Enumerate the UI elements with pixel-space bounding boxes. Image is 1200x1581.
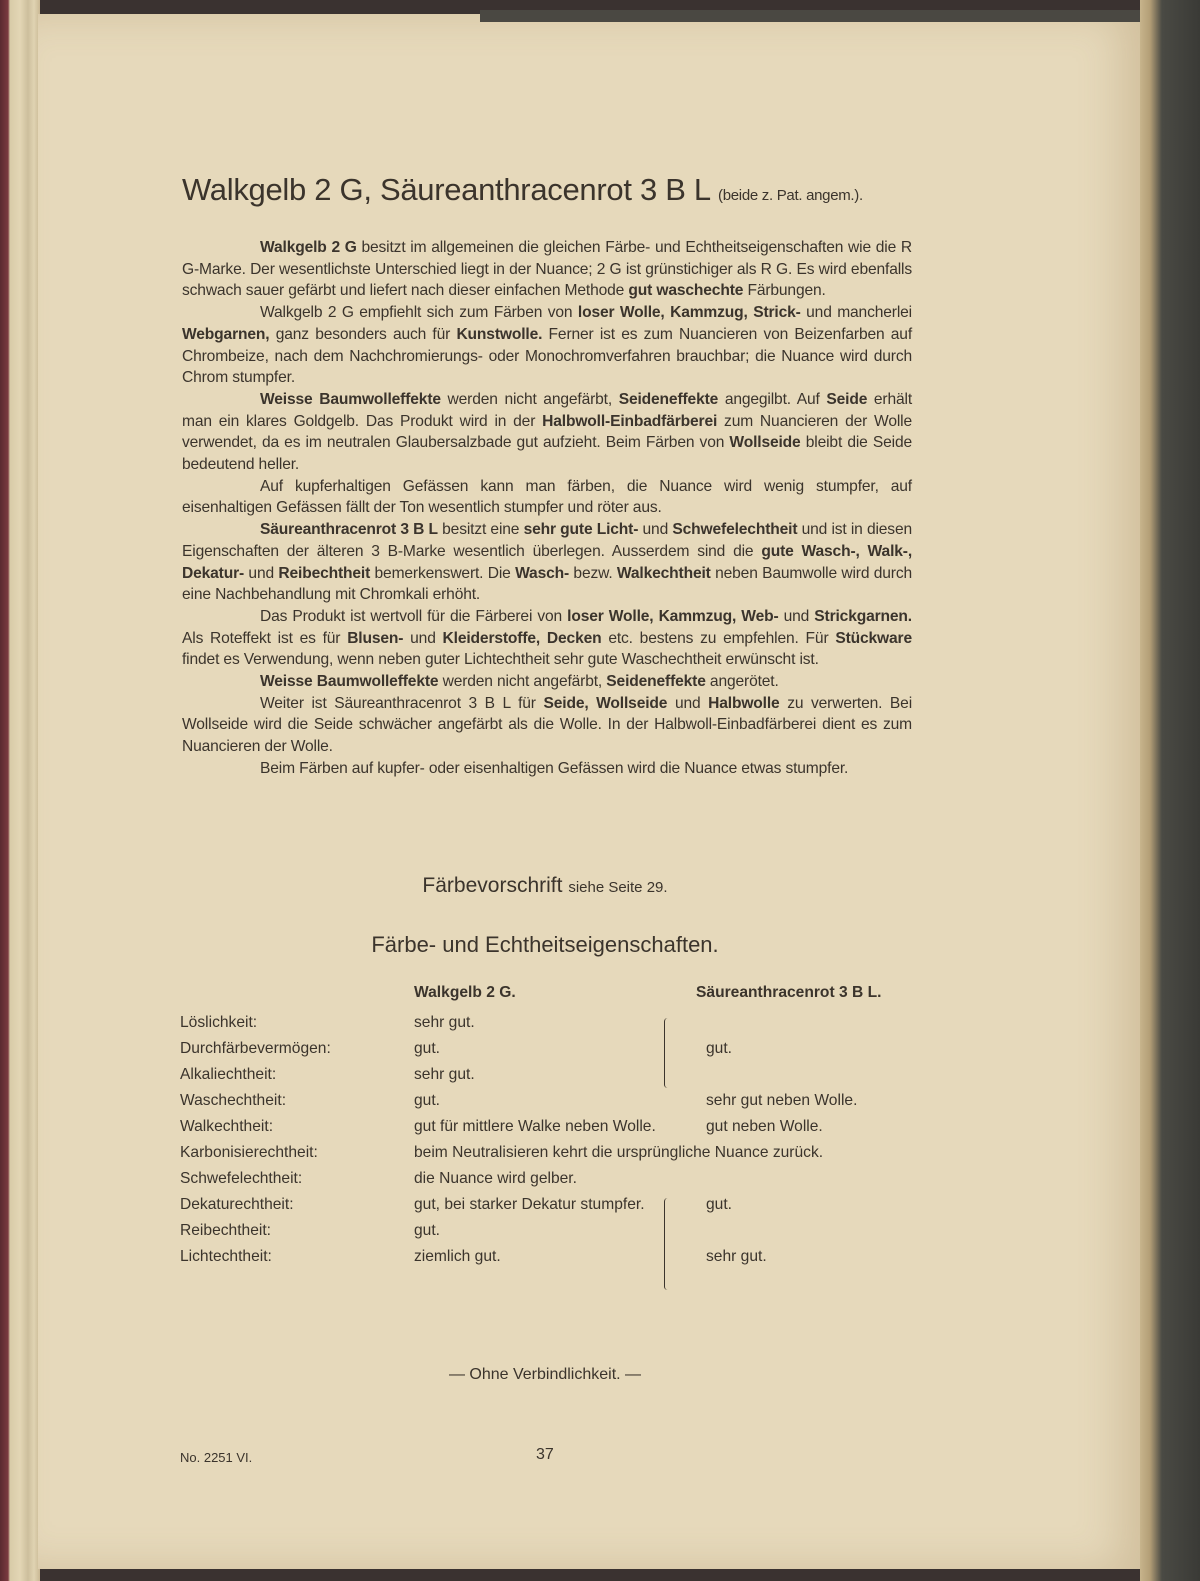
bold-text: Seideneffekte <box>618 390 719 408</box>
property-label: Durchfärbevermögen: <box>180 1040 331 1057</box>
table-header: Säureanthracenrot 3 B L. <box>696 984 882 1001</box>
text: erhält man ein klares Goldgelb. Das Produkt wird in der <box>182 390 913 430</box>
table-header: Walkgelb 2 G. <box>414 984 516 1001</box>
bold-text: Wollseide <box>729 434 801 452</box>
bold-text: loser Wolle, Kammzug, Web- <box>567 607 779 625</box>
bold-text: Seide, Wollseide <box>543 694 668 712</box>
text: und <box>244 564 279 582</box>
saeureanthracenrot-value: sehr gut neben Wolle. <box>706 1092 858 1109</box>
text: bleibt die Seide bedeutend heller. <box>182 434 912 474</box>
table-row <box>180 1220 926 1246</box>
property-label: Walkechtheit: <box>180 1118 274 1135</box>
walkgelb-value: ziemlich gut. <box>414 1248 501 1265</box>
property-label: Lichtechtheit: <box>180 1248 272 1265</box>
text: Färbungen. <box>743 282 826 300</box>
footer-code: No. 2251 VI. <box>180 1450 253 1465</box>
bold-text: gute Wasch-, Walk-, Dekatur- <box>182 542 913 582</box>
table-row <box>180 1116 926 1142</box>
saeureanthracenrot-value <box>696 1064 926 1090</box>
bold-text: Blusen- <box>347 629 404 647</box>
text: Ferner ist es zum Nuancieren von Beizenfarben auf Chrombeize, nach dem Nachchromierungs- oder Monochromverfahren brauchbar; die Nuance wird durch Chrom stumpfer. <box>182 325 913 387</box>
text: ganz besonders auch für <box>269 325 457 343</box>
text: zu verwerten. Bei Wollseide wird die Seide schwächer angefärbt als die Wolle. In der Halbwoll-Einbadfärberei dient es zum Nuancieren der Wolle. <box>182 694 913 756</box>
page-title <box>182 172 863 208</box>
text: neben Baumwolle wird durch eine Nachbehandlung mit Chromkali erhöht. <box>182 564 913 604</box>
bold-text: Reibechtheit <box>278 564 371 582</box>
walkgelb-value: gut, bei starker Dekatur stumpfer. <box>414 1196 645 1213</box>
saeureanthracenrot-value <box>696 1220 926 1246</box>
walkgelb-value: gut. <box>414 1222 441 1239</box>
saeureanthracenrot-value: sehr gut. <box>706 1248 767 1265</box>
bold-text: Walkechtheit <box>616 564 711 582</box>
bold-text: sehr gute Licht- <box>523 521 639 539</box>
bold-text: Kunstwolle. <box>456 325 543 343</box>
text: Als Roteffekt ist es für <box>182 629 348 647</box>
bold-text: Weisse Baumwolleffekte <box>260 390 441 408</box>
paragraph <box>182 671 912 693</box>
bold-text: Seideneffekte <box>606 673 706 691</box>
paragraph <box>182 758 912 780</box>
bold-text: Wasch- <box>515 564 570 582</box>
bold-text: Walkgelb 2 G <box>260 239 357 256</box>
text: werden nicht angefärbt, <box>440 390 619 408</box>
brace <box>664 1018 671 1088</box>
walkgelb-value: gut. <box>414 1092 441 1109</box>
property-label: Reibechtheit: <box>180 1222 272 1239</box>
book-left-edge <box>0 0 40 1581</box>
paragraph <box>182 476 912 519</box>
recipe-label: Färbevorschrift <box>422 874 563 897</box>
paragraph <box>182 519 912 606</box>
walkgelb-value: gut. <box>414 1040 441 1057</box>
paragraph <box>182 237 912 302</box>
text: und <box>403 629 443 647</box>
table-row <box>180 1038 926 1064</box>
table-row <box>180 1012 926 1038</box>
disclaimer: — Ohne Verbindlichkeit. — <box>448 1366 642 1383</box>
bold-text: Stückware <box>835 629 912 647</box>
property-label: Waschechtheit: <box>180 1092 287 1109</box>
text: und ist in diesen Eigenschaften der älteren 3 B-Marke wesentlich überlegen. Ausserdem sind die <box>182 521 912 560</box>
table-title: Färbe- und Echtheitseigenschaften. <box>371 932 719 957</box>
recipe-reference <box>0 874 1090 898</box>
property-label: Alkaliechtheit: <box>180 1066 277 1083</box>
bold-text: gut waschechte <box>628 282 744 300</box>
bold-text: Seide <box>826 390 868 408</box>
text: bemerkenswert. Die <box>370 564 516 582</box>
text: besitzt eine <box>437 521 524 539</box>
paragraph <box>182 389 912 476</box>
text: zum Nuancieren der Wolle verwendet, da es im neutralen Glaubersalzbade gut aufzieht. Beim Färben von <box>182 412 912 452</box>
property-label: Schwefelechtheit: <box>180 1170 303 1187</box>
bold-text: Weisse Baumwolleffekte <box>260 673 439 691</box>
text: und <box>778 607 815 625</box>
bold-text: Schwefelechtheit <box>672 521 798 539</box>
paragraph <box>182 693 912 758</box>
bold-text: Kleiderstoffe, Decken <box>442 629 602 647</box>
text: angegilbt. Auf <box>718 390 827 408</box>
table-row <box>180 1064 926 1090</box>
bold-text: Webgarnen, <box>182 325 270 343</box>
properties-table <box>180 984 926 1272</box>
bold-text: Halbwolle <box>708 694 780 712</box>
brace <box>664 1198 671 1290</box>
text: und <box>638 521 673 539</box>
paragraph <box>182 606 912 671</box>
saeureanthracenrot-value <box>696 1012 926 1038</box>
walkgelb-value: beim Neutralisieren kehrt die ursprüngliche Nuance zurück. <box>414 1144 824 1161</box>
property-label: Löslichkeit: <box>180 1014 258 1031</box>
table-row <box>180 1194 926 1220</box>
walkgelb-value: sehr gut. <box>414 1066 475 1083</box>
walkgelb-value: gut für mittlere Walke neben Wolle. <box>414 1118 656 1135</box>
property-label: Dekaturechtheit: <box>180 1196 294 1213</box>
text: findet es Verwendung, wenn neben guter Lichtechtheit sehr gute Waschechtheit erwünscht ist. <box>182 651 819 669</box>
saeureanthracenrot-value <box>696 1168 926 1194</box>
bold-text: Säureanthracenrot 3 B L <box>260 521 438 539</box>
text: besitzt im allgemeinen die gleichen Färbe- und Echtheitseigenschaften wie die R G-Marke. Der wesentlichste Unterschied liegt in der Nuance; 2 G ist grünstichiger als R G. Es wird ebenfalls schwach sauer gefärbt und liefert nach dieser einfachen Methode <box>182 239 912 300</box>
table-row <box>180 1142 926 1168</box>
bold-text: Strickgarnen. <box>814 607 912 625</box>
recipe-note: siehe Seite 29. <box>568 879 668 896</box>
bold-text: Halbwoll-Einbadfärberei <box>542 412 718 430</box>
saeureanthracenrot-value: gut neben Wolle. <box>706 1118 823 1135</box>
text: und mancherlei <box>800 304 912 322</box>
body-text <box>182 237 912 780</box>
table-row <box>180 1168 926 1194</box>
book-cover-right <box>1140 0 1200 1581</box>
text: Walkgelb 2 G empfiehlt sich zum Färben von <box>260 304 578 322</box>
table-row <box>180 1090 926 1116</box>
text: bezw. <box>569 564 617 582</box>
saeureanthracenrot-value: gut. <box>706 1196 733 1213</box>
title-note: (beide z. Pat. angem.). <box>718 187 863 204</box>
saeureanthracenrot-value: gut. <box>706 1040 733 1057</box>
text: werden nicht angefärbt, <box>438 673 607 691</box>
walkgelb-value: die Nuance wird gelber. <box>414 1170 577 1187</box>
table-header <box>180 984 414 1012</box>
text: Auf kupferhaltigen Gefässen kann man färben, die Nuance wird wenig stumpfer, auf eisenhaltigen Gefässen fällt der Ton wesentlich stumpfer und röter aus. <box>182 477 912 517</box>
property-label: Karbonisierechtheit: <box>180 1144 318 1161</box>
page-number: 37 <box>536 1446 554 1463</box>
text: Das Produkt ist wertvoll für die Färberei von <box>260 607 568 625</box>
bold-text: loser Wolle, Kammzug, Strick- <box>577 304 801 322</box>
walkgelb-value: sehr gut. <box>414 1014 475 1031</box>
text: Beim Färben auf kupfer- oder eisenhaltigen Gefässen wird die Nuance etwas stumpfer. <box>260 759 849 777</box>
text: Weiter ist Säureanthracenrot 3 B L für <box>260 694 544 712</box>
text: angerötet. <box>705 673 779 691</box>
text: und <box>667 694 709 712</box>
title-main: Walkgelb 2 G, Säureanthracenrot 3 B L <box>182 172 710 207</box>
text: etc. bestens zu empfehlen. Für <box>601 629 836 647</box>
cover-top-band <box>480 10 1150 22</box>
table-row <box>180 1246 926 1272</box>
paragraph <box>182 302 912 389</box>
